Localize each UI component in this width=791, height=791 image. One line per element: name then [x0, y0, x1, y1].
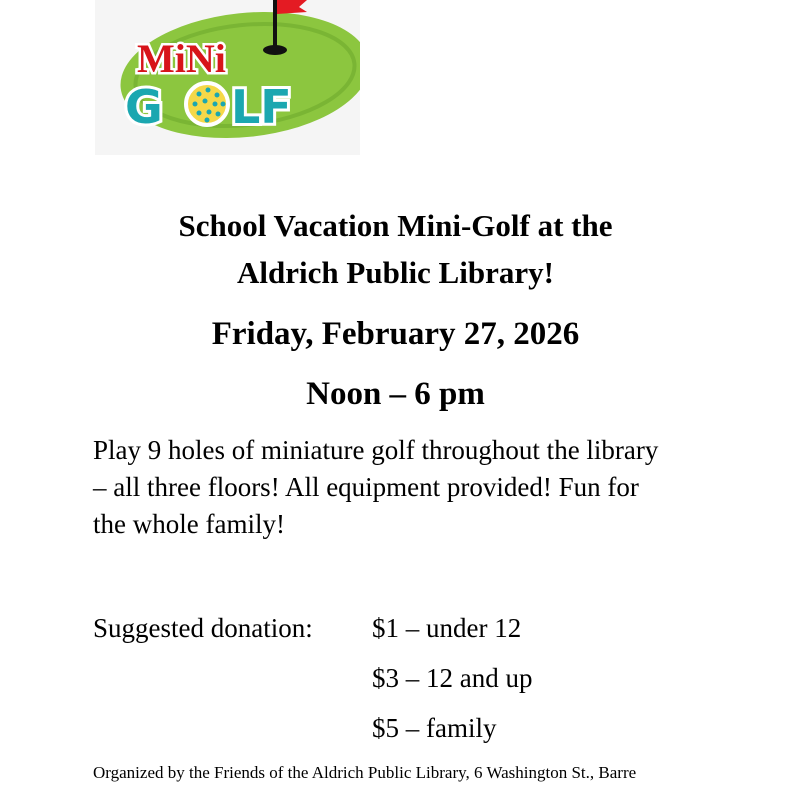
description-line: Play 9 holes of miniature golf throughout the library	[93, 435, 659, 465]
mini-golf-logo-graphic	[95, 0, 360, 155]
event-title-line-2: Aldrich Public Library!	[237, 255, 554, 290]
svg-text:LF: LF	[231, 80, 292, 134]
flag-icon	[277, 0, 307, 14]
donation-item: $1 – under 12	[372, 613, 522, 643]
event-time: Noon – 6 pm	[306, 376, 485, 412]
flag-pole-icon	[273, 0, 277, 50]
donation-item: $5 – family	[372, 713, 497, 743]
event-date: Friday, February 27, 2026	[211, 316, 580, 352]
svg-text:MiNi: MiNi	[137, 36, 226, 81]
donation-label: Suggested donation:	[93, 613, 313, 643]
donation-item: $3 – 12 and up	[372, 663, 533, 693]
svg-text:G: G	[125, 80, 163, 134]
event-description	[93, 432, 713, 543]
event-title-line-1: School Vacation Mini-Golf at the	[178, 208, 613, 243]
description-line: – all three floors! All equipment provided! Fun for	[93, 472, 639, 502]
mini-golf-logo	[95, 0, 360, 155]
organizer-footer: Organized by the Friends of the Aldrich Public Library, 6 Washington St., Barre	[93, 763, 637, 782]
description-line: the whole family!	[93, 509, 285, 539]
